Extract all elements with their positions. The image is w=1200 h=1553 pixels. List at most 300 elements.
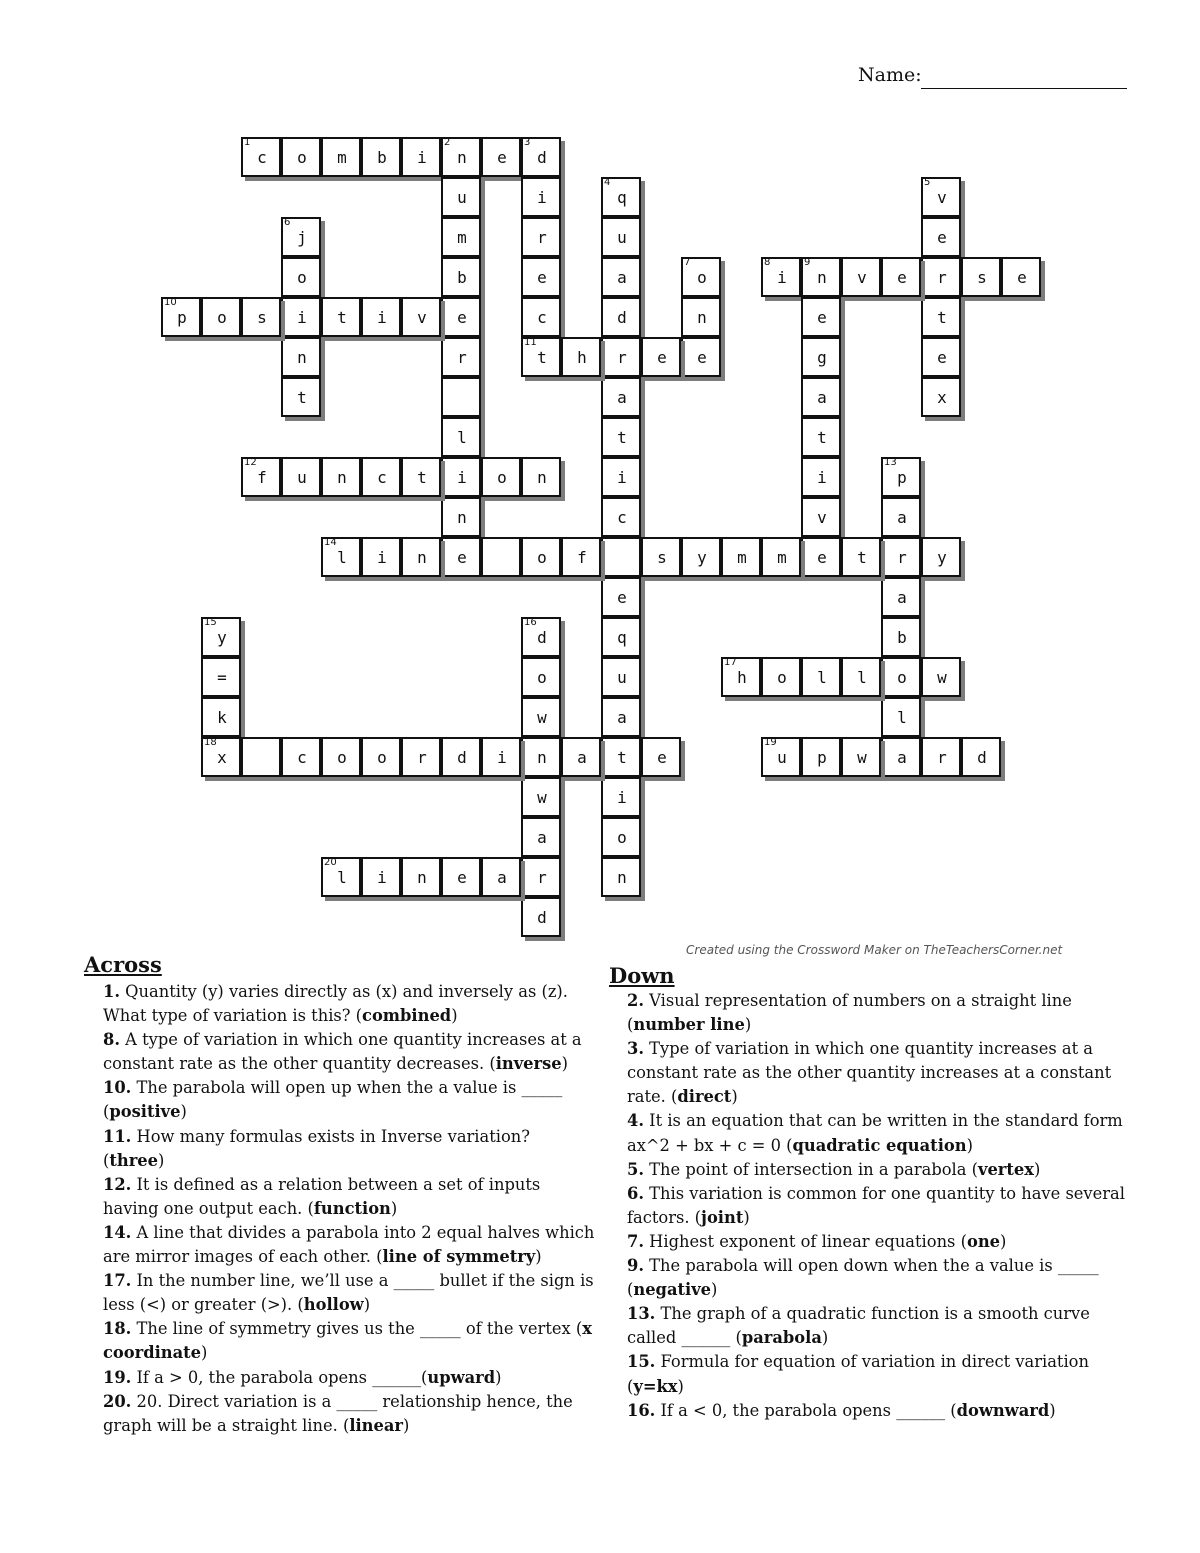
cell-letter: m: [457, 227, 467, 247]
grid-cell[interactable]: [601, 417, 641, 457]
cell-letter: n: [457, 507, 467, 527]
cell-letter: b: [377, 147, 387, 167]
grid-cell[interactable]: [361, 457, 401, 497]
grid-cell[interactable]: [441, 217, 481, 257]
grid-cell[interactable]: [521, 257, 561, 297]
grid-cell[interactable]: [521, 897, 561, 937]
grid-cell[interactable]: [401, 857, 441, 897]
grid-cell[interactable]: [241, 737, 281, 777]
grid-cell[interactable]: [521, 617, 561, 657]
grid-cell[interactable]: [881, 697, 921, 737]
clue-num: 17.: [103, 1271, 132, 1291]
clue-num: 18.: [103, 1319, 132, 1339]
grid-cell[interactable]: [361, 857, 401, 897]
grid-cell[interactable]: [921, 377, 961, 417]
cell-letter: c: [297, 747, 307, 767]
cell-letter: v: [937, 187, 947, 207]
grid-cell[interactable]: [921, 297, 961, 337]
grid-cell[interactable]: [561, 737, 601, 777]
clue-close: ): [711, 1280, 718, 1300]
cell-letter: o: [617, 827, 627, 847]
grid-cell[interactable]: [601, 217, 641, 257]
grid-cell[interactable]: [601, 617, 641, 657]
cell-letter: o: [897, 667, 907, 687]
name-label: Name:: [858, 64, 922, 86]
clue-num: 12.: [103, 1174, 132, 1194]
cell-letter: b: [457, 267, 467, 287]
clue-num: 13.: [627, 1304, 656, 1324]
cell-letter: o: [697, 267, 707, 287]
clue-number: 6: [284, 217, 291, 228]
grid-cell[interactable]: [521, 297, 561, 337]
clue-answer: hollow: [303, 1295, 364, 1315]
clue-number: 3: [524, 137, 531, 148]
clue-answer: line of symmetry: [382, 1247, 536, 1267]
cell-letter: w: [937, 667, 947, 687]
grid-cell[interactable]: [201, 737, 241, 777]
cell-letter: h: [737, 667, 747, 687]
cell-letter: a: [897, 507, 907, 527]
cell-letter: y: [697, 547, 707, 567]
clue-close: ): [180, 1102, 187, 1122]
cell-letter: r: [537, 227, 547, 247]
grid-cell[interactable]: [201, 657, 241, 697]
grid-cell[interactable]: [601, 577, 641, 617]
grid-cell[interactable]: [761, 537, 801, 577]
grid-cell[interactable]: [921, 737, 961, 777]
grid-cell[interactable]: [321, 137, 361, 177]
clue-number: 9: [804, 257, 811, 268]
grid-cell[interactable]: [441, 177, 481, 217]
grid-cell[interactable]: [801, 497, 841, 537]
grid-cell[interactable]: [841, 737, 881, 777]
grid-cell[interactable]: [801, 537, 841, 577]
cell-letter: j: [297, 227, 307, 247]
clue-num: 5.: [627, 1159, 644, 1179]
grid-cell[interactable]: [601, 697, 641, 737]
grid-cell[interactable]: [881, 577, 921, 617]
clue-number: 1: [244, 137, 251, 148]
cell-letter: n: [337, 467, 347, 487]
grid-cell[interactable]: [441, 257, 481, 297]
grid-cell[interactable]: [521, 337, 561, 377]
grid-cell[interactable]: [921, 537, 961, 577]
grid-cell[interactable]: [801, 257, 841, 297]
cell-letter: d: [617, 307, 627, 327]
grid-cell[interactable]: [521, 457, 561, 497]
grid-cell[interactable]: [321, 457, 361, 497]
grid-cell[interactable]: [961, 257, 1001, 297]
clue-answer: positive: [109, 1102, 181, 1122]
grid-cell[interactable]: [841, 257, 881, 297]
cell-letter: n: [697, 307, 707, 327]
cell-letter: v: [857, 267, 867, 287]
grid-cell[interactable]: [961, 737, 1001, 777]
grid-cell[interactable]: [441, 137, 481, 177]
cell-letter: q: [617, 627, 627, 647]
cell-letter: o: [297, 267, 307, 287]
grid-cell[interactable]: [601, 537, 641, 577]
grid-cell[interactable]: [521, 537, 561, 577]
cell-letter: t: [937, 307, 947, 327]
cell-letter: e: [657, 747, 667, 767]
cell-letter: x: [217, 747, 227, 767]
grid-cell[interactable]: [281, 137, 321, 177]
cell-letter: e: [937, 227, 947, 247]
grid-cell[interactable]: [441, 857, 481, 897]
grid-cell[interactable]: [1001, 257, 1041, 297]
clue-close: ): [561, 1054, 568, 1074]
grid-cell[interactable]: [441, 737, 481, 777]
grid-cell[interactable]: [881, 497, 921, 537]
grid-cell[interactable]: [921, 217, 961, 257]
cell-letter: p: [177, 307, 187, 327]
grid-cell[interactable]: [521, 217, 561, 257]
cell-letter: t: [537, 347, 547, 367]
cell-letter: o: [537, 667, 547, 687]
clue-close: ): [1000, 1231, 1007, 1251]
cell-letter: o: [777, 667, 787, 687]
grid-cell[interactable]: [761, 257, 801, 297]
cell-letter: =: [217, 667, 227, 687]
clue-number: 17: [724, 657, 737, 668]
grid-cell[interactable]: [361, 537, 401, 577]
grid-cell[interactable]: [481, 857, 521, 897]
cell-letter: y: [937, 547, 947, 567]
cell-letter: s: [657, 547, 667, 567]
cell-letter: x: [937, 387, 947, 407]
grid-cell[interactable]: [921, 257, 961, 297]
grid-cell[interactable]: [161, 297, 201, 337]
clue-text: 20. Direct variation is a _____ relationship hence, the graph will be a straight line. (: [103, 1391, 573, 1435]
grid-cell[interactable]: [561, 537, 601, 577]
grid-cell[interactable]: [321, 297, 361, 337]
cell-letter: a: [897, 747, 907, 767]
clue-text: If a > 0, the parabola opens ______(: [131, 1367, 428, 1387]
grid-cell[interactable]: [601, 337, 641, 377]
clue-number: 12: [244, 457, 257, 468]
grid-cell[interactable]: [601, 377, 641, 417]
cell-letter: o: [537, 547, 547, 567]
grid-cell[interactable]: [601, 777, 641, 817]
grid-cell[interactable]: [361, 737, 401, 777]
grid-cell[interactable]: [761, 737, 801, 777]
cell-letter: t: [617, 747, 627, 767]
clue-number: 7: [684, 257, 691, 268]
cell-letter: o: [297, 147, 307, 167]
grid-cell[interactable]: [281, 337, 321, 377]
grid-cell[interactable]: [281, 297, 321, 337]
cell-letter: u: [457, 187, 467, 207]
cell-letter: t: [297, 387, 307, 407]
grid-cell[interactable]: [241, 457, 281, 497]
clue-answer: combined: [362, 1006, 452, 1026]
grid-cell[interactable]: [601, 817, 641, 857]
grid-cell[interactable]: [601, 737, 641, 777]
clue-number: 11: [524, 337, 537, 348]
grid-cell[interactable]: [521, 177, 561, 217]
cell-letter: t: [617, 427, 627, 447]
grid-cell[interactable]: [841, 537, 881, 577]
cell-letter: m: [737, 547, 747, 567]
clue-text: It is an equation that can be written in the standard form ax^2 + bx + c = 0 (: [627, 1111, 1123, 1155]
grid-cell[interactable]: [441, 497, 481, 537]
grid-cell[interactable]: [281, 377, 321, 417]
grid-cell[interactable]: [721, 537, 761, 577]
cell-letter: o: [497, 467, 507, 487]
grid-cell[interactable]: [801, 457, 841, 497]
grid-cell[interactable]: [801, 337, 841, 377]
grid-cell[interactable]: [321, 857, 361, 897]
cell-letter: r: [937, 747, 947, 767]
cell-letter: l: [857, 667, 867, 687]
clue-text: A line that divides a parabola into 2 equal halves which are mirror images of each other. (: [103, 1222, 595, 1267]
cell-letter: o: [217, 307, 227, 327]
cell-letter: i: [777, 267, 787, 287]
grid-cell[interactable]: [361, 137, 401, 177]
clue-number: 14: [324, 537, 337, 548]
grid-cell[interactable]: [201, 697, 241, 737]
grid-cell[interactable]: [601, 177, 641, 217]
grid-cell[interactable]: [281, 737, 321, 777]
grid-cell[interactable]: [801, 377, 841, 417]
down-clue: [627, 1350, 1131, 1398]
cell-letter: i: [817, 467, 827, 487]
grid-cell[interactable]: [521, 857, 561, 897]
cell-letter: e: [617, 587, 627, 607]
cell-letter: n: [537, 467, 547, 487]
cell-letter: l: [897, 707, 907, 727]
grid-cell[interactable]: [681, 257, 721, 297]
grid-cell[interactable]: [321, 537, 361, 577]
grid-cell[interactable]: [401, 737, 441, 777]
cell-letter: w: [537, 787, 547, 807]
grid-cell[interactable]: [401, 537, 441, 577]
grid-cell[interactable]: [521, 137, 561, 177]
grid-cell[interactable]: [441, 297, 481, 337]
grid-cell[interactable]: [641, 537, 681, 577]
cell-letter: k: [217, 707, 227, 727]
clue-num: 14.: [103, 1222, 132, 1242]
grid-cell[interactable]: [721, 657, 761, 697]
cell-letter: r: [457, 347, 467, 367]
clue-text: Highest exponent of linear equations (: [644, 1231, 967, 1251]
clue-number: 19: [764, 737, 777, 748]
grid-cell[interactable]: [881, 537, 921, 577]
clue-answer: parabola: [741, 1328, 822, 1348]
clue-answer: function: [313, 1198, 391, 1218]
clue-close: ): [744, 1015, 752, 1035]
cell-letter: a: [617, 707, 627, 727]
grid-cell[interactable]: [801, 417, 841, 457]
cell-letter: u: [297, 467, 307, 487]
clue-answer: quadratic equation: [792, 1135, 967, 1155]
cell-letter: n: [417, 867, 427, 887]
grid-cell[interactable]: [241, 137, 281, 177]
down-clue: [627, 1230, 1131, 1254]
cell-letter: n: [297, 347, 307, 367]
grid-cell[interactable]: [321, 737, 361, 777]
clue-text: Visual representation of numbers on a straight line (: [627, 991, 1072, 1035]
grid-cell[interactable]: [441, 457, 481, 497]
grid-cell[interactable]: [601, 457, 641, 497]
grid-cell[interactable]: [801, 297, 841, 337]
grid-cell[interactable]: [601, 257, 641, 297]
clue-num: 4.: [627, 1111, 644, 1131]
clue-num: 10.: [103, 1078, 132, 1098]
cell-letter: v: [417, 307, 427, 327]
clue-answer: vertex: [977, 1159, 1034, 1179]
grid-cell[interactable]: [241, 297, 281, 337]
cell-letter: t: [857, 547, 867, 567]
grid-cell[interactable]: [521, 697, 561, 737]
clue-text: If a < 0, the parabola opens ______ (: [655, 1400, 957, 1420]
cell-letter: n: [617, 867, 627, 887]
cell-letter: l: [337, 547, 347, 567]
grid-cell[interactable]: [521, 817, 561, 857]
grid-cell[interactable]: [801, 657, 841, 697]
clue-close: ): [743, 1207, 750, 1227]
grid-cell[interactable]: [641, 737, 681, 777]
clue-text: This variation is common for one quantity to have several factors. (: [627, 1183, 1125, 1227]
cell-letter: c: [257, 147, 267, 167]
grid-cell[interactable]: [481, 537, 521, 577]
cell-letter: l: [457, 427, 467, 447]
cell-letter: u: [617, 227, 627, 247]
grid-cell[interactable]: [881, 257, 921, 297]
grid-cell[interactable]: [841, 657, 881, 697]
grid-cell[interactable]: [281, 257, 321, 297]
grid-cell[interactable]: [401, 457, 441, 497]
grid-cell[interactable]: [681, 537, 721, 577]
cell-letter: l: [817, 667, 827, 687]
cell-letter: q: [617, 187, 627, 207]
grid-cell[interactable]: [201, 297, 241, 337]
grid-cell[interactable]: [601, 497, 641, 537]
grid-cell[interactable]: [881, 657, 921, 697]
across-heading: Across: [84, 952, 162, 977]
cell-letter: a: [537, 827, 547, 847]
grid-cell[interactable]: [881, 457, 921, 497]
across-clue: [103, 1076, 595, 1124]
grid-cell[interactable]: [921, 177, 961, 217]
clue-number: 4: [604, 177, 611, 188]
grid-cell[interactable]: [681, 337, 721, 377]
cell-letter: f: [577, 547, 587, 567]
cell-letter: c: [377, 467, 387, 487]
down-clue: [627, 989, 1131, 1037]
clue-num: 9.: [627, 1256, 644, 1276]
cell-letter: c: [617, 507, 627, 527]
down-clue: [627, 1399, 1131, 1423]
clue-answer: y=kx: [633, 1376, 678, 1396]
grid-cell[interactable]: [521, 777, 561, 817]
clue-answer: inverse: [495, 1054, 562, 1074]
cell-letter: h: [577, 347, 587, 367]
cell-letter: e: [817, 307, 827, 327]
cell-letter: t: [417, 467, 427, 487]
across-clue: [103, 1173, 595, 1221]
grid-cell[interactable]: [761, 657, 801, 697]
credit-text: Created using the Crossword Maker on TheTeachersCorner.net: [686, 943, 1063, 957]
cell-letter: r: [417, 747, 427, 767]
across-clue: [103, 1366, 595, 1390]
across-clue: [103, 1317, 595, 1365]
grid-cell[interactable]: [921, 657, 961, 697]
cell-letter: i: [617, 787, 627, 807]
grid-cell[interactable]: [441, 417, 481, 457]
grid-cell[interactable]: [921, 337, 961, 377]
down-clue: [627, 1158, 1131, 1182]
grid-cell[interactable]: [801, 737, 841, 777]
cell-letter: m: [777, 547, 787, 567]
grid-cell[interactable]: [361, 297, 401, 337]
grid-cell[interactable]: [521, 737, 561, 777]
grid-cell[interactable]: [281, 217, 321, 257]
cell-letter: e: [1017, 267, 1027, 287]
across-clue: [103, 1390, 595, 1438]
cell-letter: m: [337, 147, 347, 167]
cell-letter: e: [897, 267, 907, 287]
clue-close: ): [390, 1198, 398, 1218]
down-clue: [627, 1109, 1131, 1157]
cell-letter: a: [617, 387, 627, 407]
grid-cell[interactable]: [881, 617, 921, 657]
down-heading: Down: [609, 963, 675, 988]
grid-cell[interactable]: [201, 617, 241, 657]
grid-cell[interactable]: [881, 737, 921, 777]
across-clue: [103, 1125, 595, 1173]
clue-number: 2: [444, 137, 451, 148]
grid-cell[interactable]: [521, 657, 561, 697]
grid-cell[interactable]: [281, 457, 321, 497]
clue-text: The graph of a quadratic function is a smooth curve called ______ (: [627, 1304, 1090, 1348]
cell-letter: n: [457, 147, 467, 167]
across-clue-list: [103, 980, 595, 1438]
cell-letter: r: [897, 547, 907, 567]
grid-cell[interactable]: [441, 337, 481, 377]
grid-cell[interactable]: [401, 137, 441, 177]
grid-cell[interactable]: [681, 297, 721, 337]
clue-num: 1.: [103, 982, 120, 1001]
cell-letter: i: [457, 467, 467, 487]
cell-letter: e: [697, 347, 707, 367]
clue-number: 20: [324, 857, 337, 868]
clue-text: Formula for equation of variation in direct variation (: [627, 1352, 1089, 1396]
cell-letter: n: [417, 547, 427, 567]
grid-cell[interactable]: [401, 297, 441, 337]
across-clue: [103, 1221, 595, 1269]
clue-text: The line of symmetry gives us the _____ of the vertex (: [131, 1319, 583, 1339]
grid-cell[interactable]: [601, 297, 641, 337]
grid-cell[interactable]: [481, 737, 521, 777]
down-clue: [627, 1254, 1131, 1302]
clue-num: 8.: [103, 1030, 120, 1050]
grid-cell[interactable]: [481, 457, 521, 497]
grid-cell[interactable]: [561, 337, 601, 377]
grid-cell[interactable]: [441, 377, 481, 417]
clue-answer: number line: [633, 1015, 745, 1035]
grid-cell[interactable]: [641, 337, 681, 377]
cell-letter: f: [257, 467, 267, 487]
cell-letter: p: [897, 467, 907, 487]
grid-cell[interactable]: [441, 537, 481, 577]
grid-cell[interactable]: [601, 857, 641, 897]
grid-cell[interactable]: [481, 137, 521, 177]
clue-text: How many formulas exists in Inverse variation? (: [103, 1126, 530, 1170]
clue-text: The parabola will open up when the a value is _____ (: [103, 1078, 563, 1122]
grid-cell[interactable]: [601, 657, 641, 697]
